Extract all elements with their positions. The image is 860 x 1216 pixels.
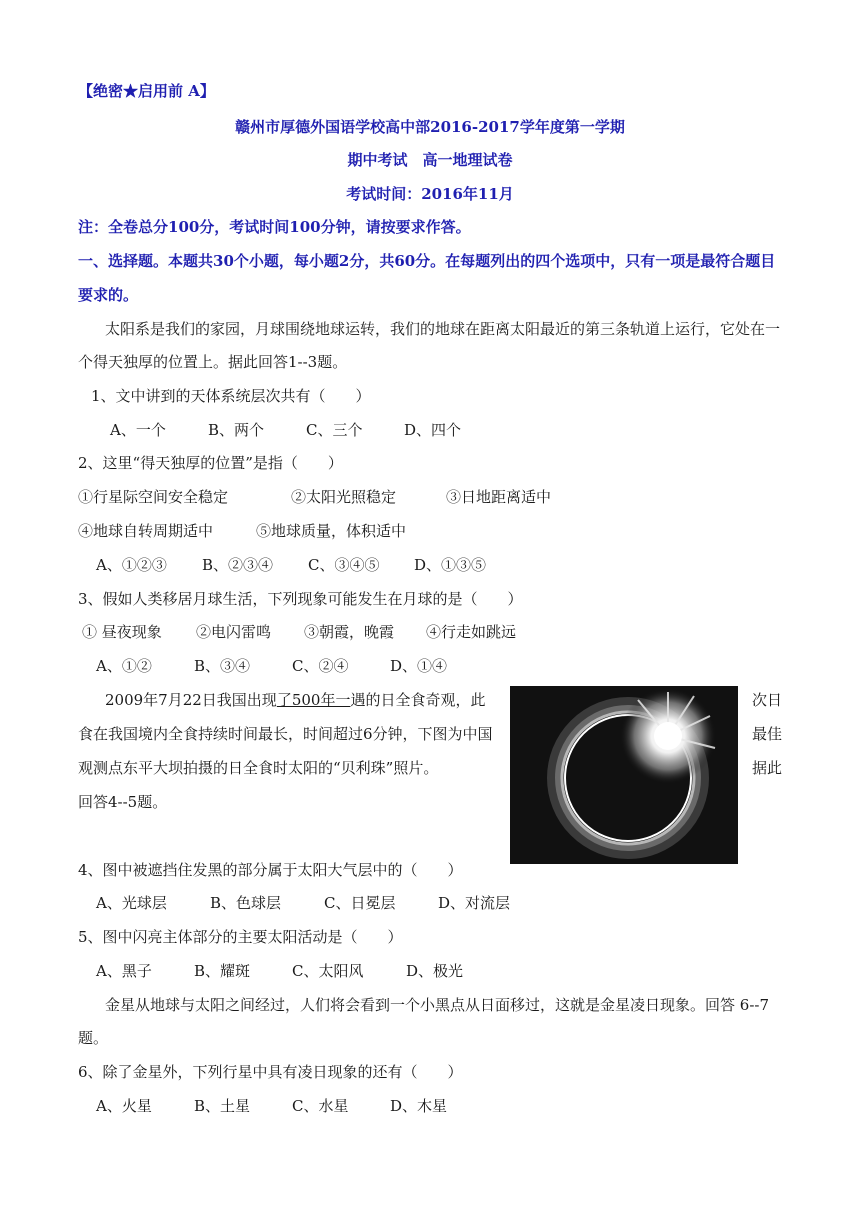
- passage-text: [105, 690, 485, 710]
- option-c: C、②④: [292, 657, 349, 675]
- statement-item: ⑤地球质量，体积适中: [256, 522, 407, 540]
- underlined-text: 了500年一: [276, 691, 351, 709]
- option-c: C、三个: [306, 421, 363, 439]
- passage-text: 金星从地球与太阳之间经过，人们将会看到一个小黑点从日面移过，这就是金星凌日现象。回答 6--7: [105, 996, 769, 1014]
- option-a: A、火星: [96, 1097, 152, 1115]
- statement-list: [78, 521, 406, 541]
- answer-options: [96, 555, 486, 575]
- passage-text: 食在我国境内全食持续时间最长，时间超过6分钟，下图为中国: [78, 725, 493, 743]
- exam-title: 赣州市厚德外国语学校高中部2016-2017学年度第一学期: [235, 118, 625, 136]
- question-stem: 5、图中闪亮主体部分的主要太阳活动是（ ）: [78, 928, 403, 946]
- statement-item: ④行走如跳远: [426, 623, 517, 641]
- answer-options: [96, 656, 447, 676]
- exam-subtitle: 期中考试 高一地理试卷: [347, 151, 513, 169]
- passage-text: 太阳系是我们的家园，月球围绕地球运转，我们的地球在距离太阳最近的第三条轨道上运行，它处在一: [105, 320, 781, 338]
- answer-options: [96, 1096, 447, 1116]
- passage-text-right: 次日: [752, 691, 783, 709]
- section-heading-cont: 要求的。: [78, 286, 139, 304]
- option-a: A、①②③: [96, 556, 167, 574]
- question-stem: 3、假如人类移居月球生活，下列现象可能发生在月球的是（ ）: [78, 590, 523, 608]
- statement-list: [78, 487, 551, 507]
- option-b: B、色球层: [210, 894, 282, 912]
- solar-eclipse-photo: [510, 686, 738, 864]
- statement-item: ① 昼夜现象: [82, 623, 162, 641]
- baily-beads-illustration: [510, 686, 738, 864]
- option-a: A、①②: [96, 657, 152, 675]
- statement-item: ③日地距离适中: [446, 488, 552, 506]
- passage-text-part: 2009年7月22日我国出现: [105, 691, 277, 709]
- option-d: D、极光: [406, 962, 464, 980]
- option-d: D、木星: [390, 1097, 448, 1115]
- exam-note: 注：全卷总分100分，考试时间100分钟，请按要求作答。: [78, 218, 471, 236]
- statement-list: [82, 622, 516, 642]
- passage-text-part: 遇的日全食奇观，此: [350, 691, 486, 709]
- option-b: B、土星: [194, 1097, 251, 1115]
- option-a: A、光球层: [96, 894, 167, 912]
- answer-options: [96, 961, 463, 981]
- option-c: C、③④⑤: [308, 556, 380, 574]
- option-d: D、对流层: [438, 894, 511, 912]
- passage-text: 观测点东平大坝拍摄的日全食时太阳的“贝利珠”照片。: [78, 759, 439, 777]
- question-stem: 6、除了金星外，下列行星中具有凌日现象的还有（ ）: [78, 1063, 463, 1081]
- passage-text-right: 据此: [752, 759, 783, 777]
- option-b: B、耀斑: [194, 962, 251, 980]
- passage-text-right: 最佳: [752, 725, 783, 743]
- option-c: C、太阳风: [292, 962, 364, 980]
- option-b: B、两个: [208, 421, 265, 439]
- option-c: C、日冕层: [324, 894, 396, 912]
- answer-options: [110, 420, 461, 440]
- option-b: B、③④: [194, 657, 251, 675]
- option-a: A、黑子: [96, 962, 152, 980]
- passage-text: 回答4--5题。: [78, 793, 168, 811]
- option-d: D、①④: [390, 657, 448, 675]
- statement-item: ③朝霞，晚霞: [304, 623, 395, 641]
- secret-label: 【绝密★启用前 A】: [78, 82, 215, 100]
- option-d: D、①③⑤: [414, 556, 487, 574]
- option-a: A、一个: [110, 421, 166, 439]
- statement-item: ②电闪雷鸣: [196, 623, 272, 641]
- question-stem: 4、图中被遮挡住发黑的部分属于太阳大气层中的（ ）: [78, 861, 463, 879]
- option-c: C、水星: [292, 1097, 349, 1115]
- statement-item: ④地球自转周期适中: [78, 522, 214, 540]
- section-heading: 一、选择题。本题共30个小题，每小题2分，共60分。在每题列出的四个选项中，只有一项是最符合题目: [78, 252, 776, 270]
- exam-time: 考试时间：2016年11月: [346, 185, 514, 203]
- statement-item: ①行星际空间安全稳定: [78, 488, 229, 506]
- question-stem: 2、这里“得天独厚的位置”是指（ ）: [78, 454, 343, 472]
- statement-item: ②太阳光照稳定: [291, 488, 397, 506]
- passage-text: 个得天独厚的位置上。据此回答1--3题。: [78, 353, 348, 371]
- option-b: B、②③④: [202, 556, 274, 574]
- passage-text: 题。: [78, 1029, 109, 1047]
- answer-options: [96, 893, 510, 913]
- option-d: D、四个: [404, 421, 462, 439]
- question-stem: 1、文中讲到的天体系统层次共有（ ）: [91, 387, 371, 405]
